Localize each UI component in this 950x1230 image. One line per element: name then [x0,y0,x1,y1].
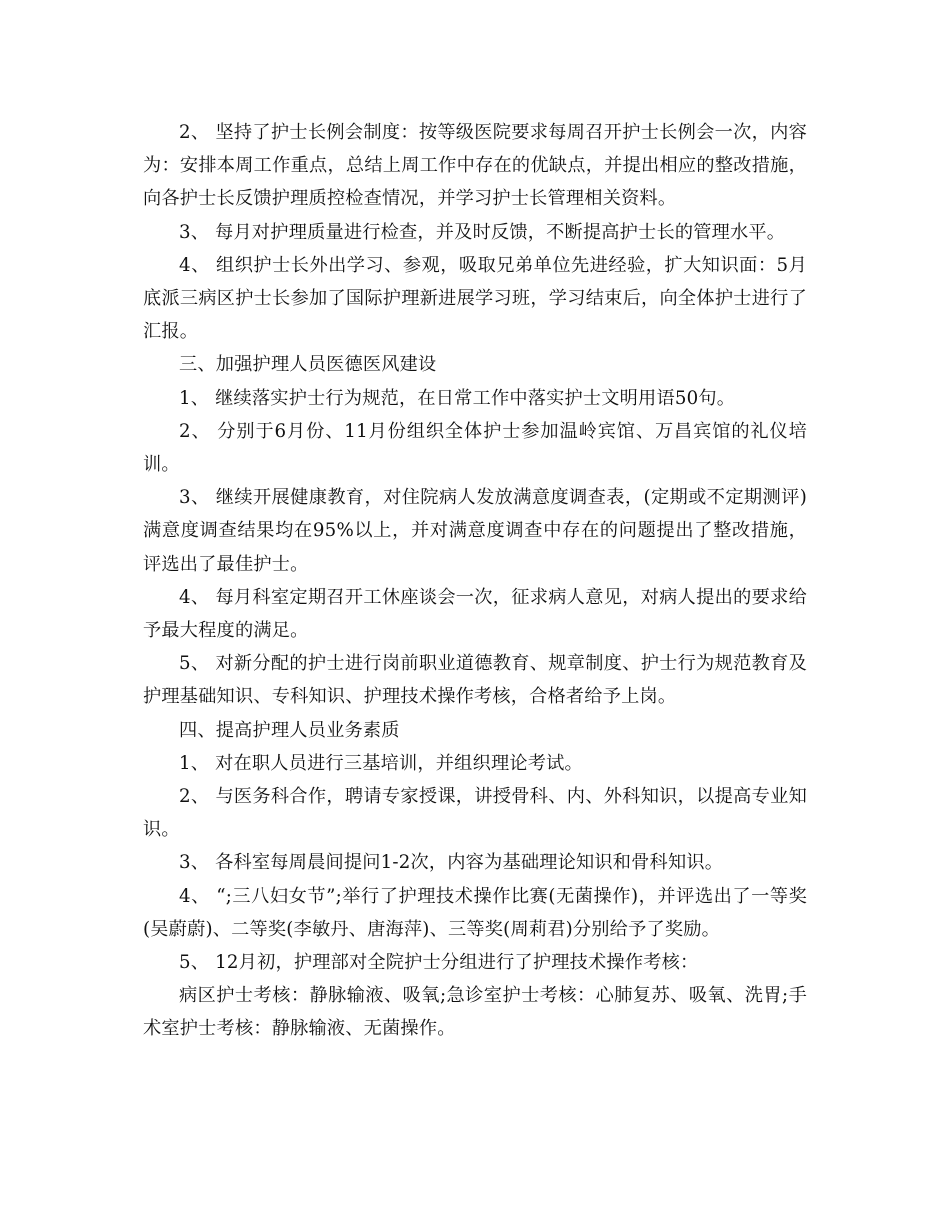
paragraph-6: 3、 继续开展健康教育，对住院病人发放满意度调查表，(定期或不定期测评)满意度调查结果均在95%以上，并对满意度调查中存在的问题提出了整改措施，评选出了最佳护士。 [143,487,807,575]
paragraph-4: 1、 继续落实护士行为规范，在日常工作中落实护士文明用语50句。 [179,387,736,409]
paragraph-14: 病区护士考核：静脉输液、吸氧;急诊室护士考核：心肺复苏、吸氧、洗胃;手术室护士考核：静脉输液、无菌操作。 [143,985,807,1040]
paragraph-1: 2、 坚持了护士长例会制度：按等级医院要求每周召开护士长例会一次，内容为：安排本周工作重点，总结上周工作中存在的优缺点，并提出相应的整改措施，向各护士长反馈护理质控检查情况，并学习护士长管理相关资料。 [143,122,807,210]
document-body [143,116,807,1046]
section-heading-4: 四、提高护理人员业务素质 [179,719,400,741]
paragraph-5: 2、 分别于6月份、11月份组织全体护士参加温岭宾馆、万昌宾馆的礼仪培训。 [143,420,807,476]
paragraph-10: 2、 与医务科合作，聘请专家授课，讲授骨科、内、外科知识，以提高专业知识。 [143,786,807,841]
paragraph-9: 1、 对在职人员进行三基培训，并组织理论考试。 [179,752,583,774]
section-heading-3: 三、加强护理人员医德医风建设 [179,354,437,376]
paragraph-11: 3、 各科室每周晨间提问1-2次，内容为基础理论知识和骨科知识。 [179,852,724,874]
paragraph-12: 4、 “;三八妇女节”;举行了护理技术操作比赛(无菌操作)，并评选出了一等奖(吴蔚蔚)、二等奖(李敏丹、唐海萍)、三等奖(周莉君)分别给予了奖励。 [143,885,807,940]
paragraph-2: 3、 每月对护理质量进行检查，并及时反馈，不断提高护士长的管理水平。 [179,221,786,243]
paragraph-7: 4、 每月科室定期召开工休座谈会一次，征求病人意见，对病人提出的要求给予最大程度的满足。 [143,586,807,642]
paragraph-3: 4、 组织护士长外出学习、参观，吸取兄弟单位先进经验，扩大知识面：5月底派三病区护士长参加了国际护理新进展学习班，学习结束后，向全体护士进行了汇报。 [143,254,807,343]
paragraph-8: 5、 对新分配的护士进行岗前职业道德教育、规章制度、护士行为规范教育及护理基础知识、专科知识、护理技术操作考核，合格者给予上岗。 [143,653,807,708]
paragraph-13: 5、 12月初，护理部对全院护士分组进行了护理技术操作考核： [179,952,699,974]
